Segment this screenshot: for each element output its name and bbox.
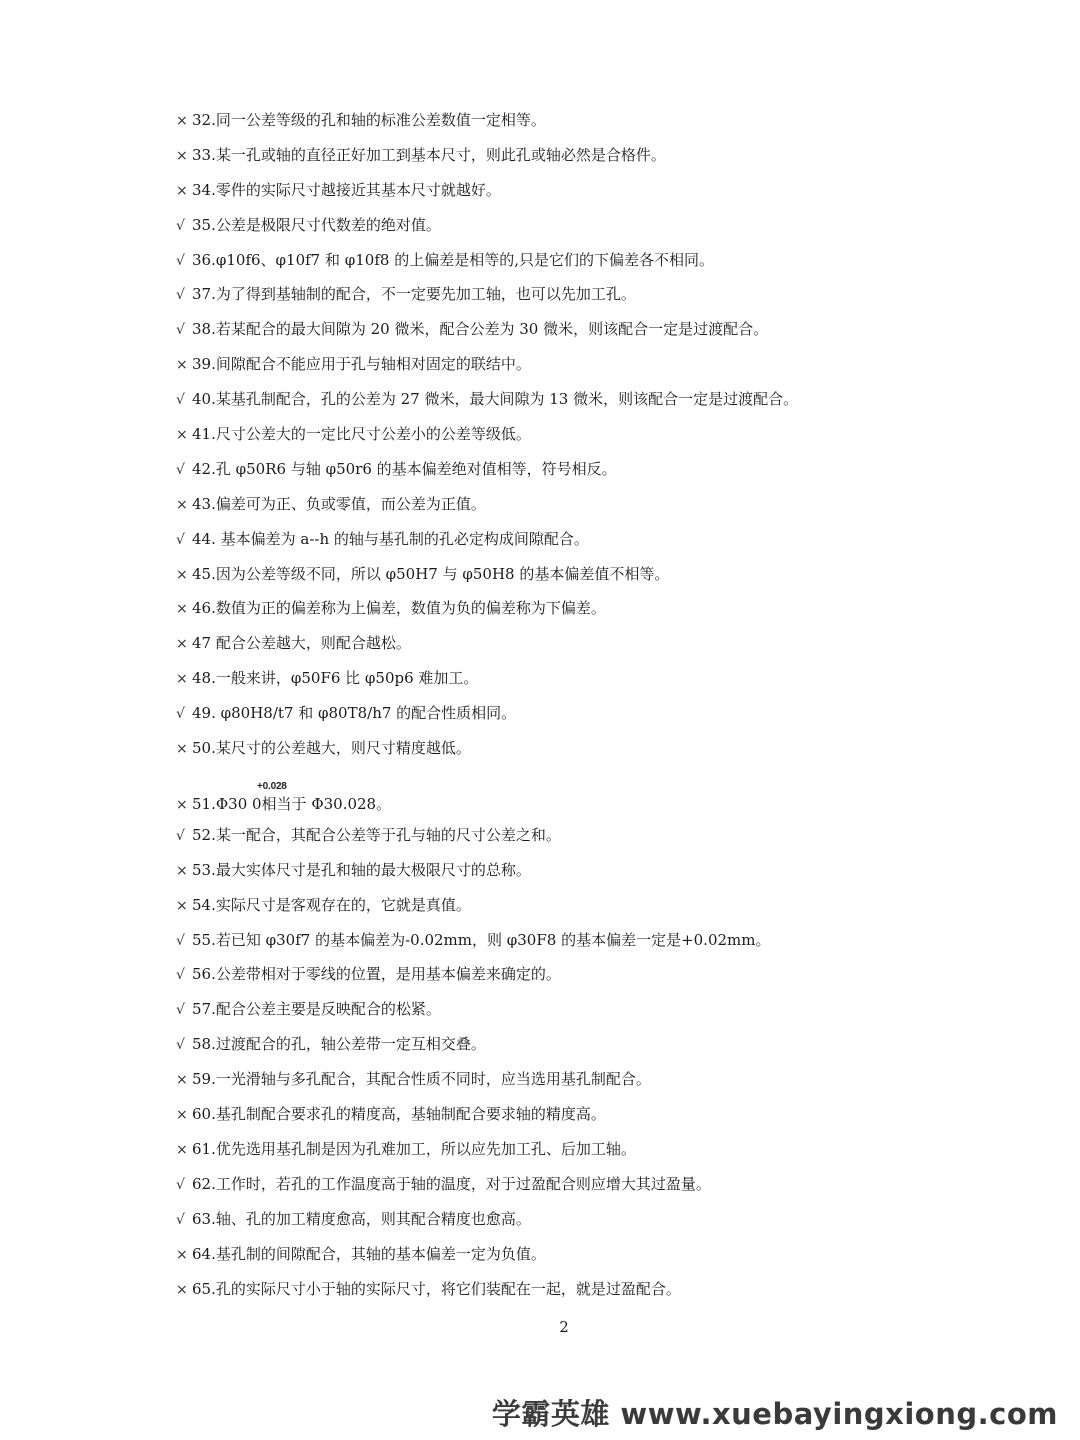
- question-item: [176, 1242, 1036, 1277]
- cross-mark-icon: ×: [176, 357, 188, 374]
- cross-mark-icon: ×: [176, 1281, 188, 1298]
- cross-mark-icon: ×: [176, 671, 188, 688]
- question-text: 35.公差是极限尺寸代数差的绝对值。: [192, 215, 441, 234]
- question-item: [176, 178, 1036, 213]
- question-item: [176, 317, 1036, 352]
- question-text: 41.尺寸公差大的一定比尺寸公差小的公差等级低。: [192, 425, 531, 444]
- check-mark-icon: √: [176, 827, 185, 844]
- question-text: 43.偏差可为正、负或零值，而公差为正值。: [192, 494, 486, 513]
- question-text: 32.同一公差等级的孔和轴的标准公差数值一定相等。: [192, 111, 546, 129]
- question-item: [176, 248, 1036, 283]
- question-text: 34.零件的实际尺寸越接近其基本尺寸就越好。: [192, 180, 501, 199]
- check-mark-icon: √: [176, 531, 185, 548]
- question-item: [176, 457, 1036, 492]
- cross-mark-icon: ×: [176, 182, 188, 199]
- question-item: [176, 1102, 1036, 1137]
- cross-mark-icon: ×: [176, 741, 188, 758]
- check-mark-icon: √: [176, 461, 185, 478]
- question-item: [176, 213, 1036, 248]
- check-mark-icon: √: [176, 967, 185, 984]
- question-item: [176, 1207, 1036, 1242]
- question-item: [176, 596, 1036, 631]
- question-item: [176, 631, 1036, 666]
- cross-mark-icon: ×: [176, 601, 188, 618]
- question-item: [176, 282, 1036, 317]
- question-text: 62.工作时，若孔的工作温度高于轴的温度，对于过盈配合则应增大其过盈量。: [192, 1174, 711, 1193]
- question-text: 42.孔 φ50R6 与轴 φ50r6 的基本偏差绝对值相等，符号相反。: [192, 459, 617, 478]
- question-text: 51.Φ30 0相当于 Φ30.028。: [192, 794, 392, 813]
- question-item: [176, 736, 1036, 771]
- cross-mark-icon: ×: [176, 1107, 188, 1124]
- question-text: 33.某一孔或轴的直径正好加工到基本尺寸，则此孔或轴必然是合格件。: [192, 145, 666, 164]
- page-number: 2: [559, 1318, 569, 1336]
- question-item: [176, 928, 1036, 963]
- cross-mark-icon: ×: [176, 636, 188, 653]
- question-text: 36.φ10f6、φ10f7 和 φ10f8 的上偏差是相等的,只是它们的下偏差各不相同。: [192, 250, 714, 269]
- cross-mark-icon: ×: [176, 796, 188, 813]
- check-mark-icon: √: [176, 392, 185, 409]
- question-item: [176, 492, 1036, 527]
- question-text: 48.一般来讲，φ50F6 比 φ50p6 难加工。: [192, 669, 479, 688]
- question-text: 52.某一配合，其配合公差等于孔与轴的尺寸公差之和。: [192, 825, 561, 844]
- check-mark-icon: √: [176, 1002, 185, 1019]
- check-mark-icon: √: [176, 1211, 185, 1228]
- question-item: [176, 1067, 1036, 1102]
- question-item: [176, 1277, 1036, 1312]
- question-item: [176, 352, 1036, 387]
- question-text: 53.最大实体尺寸是孔和轴的最大极限尺寸的总称。: [192, 860, 531, 879]
- cross-mark-icon: ×: [176, 427, 188, 444]
- question-item: [176, 1137, 1036, 1172]
- cross-mark-icon: ×: [176, 862, 188, 879]
- question-text: 47 配合公差越大，则配合越松。: [192, 634, 411, 653]
- cross-mark-icon: ×: [176, 1072, 188, 1089]
- question-list: [176, 108, 1036, 1311]
- question-text: 63.轴、孔的加工精度愈高，则其配合精度也愈高。: [192, 1209, 531, 1228]
- question-text: 39.间隙配合不能应用于孔与轴相对固定的联结中。: [192, 355, 531, 374]
- check-mark-icon: √: [176, 252, 185, 269]
- question-item: [176, 771, 1036, 823]
- question-text: 45.因为公差等级不同，所以 φ50H7 与 φ50H8 的基本偏差值不相等。: [192, 564, 670, 583]
- question-text: 38.若某配合的最大间隙为 20 微米，配合公差为 30 微米，则该配合一定是过渡配合。: [192, 320, 769, 339]
- question-text: 49. φ80H8/t7 和 φ80T8/h7 的配合性质相同。: [192, 704, 517, 723]
- question-text: 58.过渡配合的孔，轴公差带一定互相交叠。: [192, 1035, 486, 1054]
- question-item: [176, 527, 1036, 562]
- check-mark-icon: √: [176, 1037, 185, 1054]
- question-item: [176, 562, 1036, 597]
- question-text: 60.基孔制配合要求孔的精度高，基轴制配合要求轴的精度高。: [192, 1105, 606, 1124]
- question-text: 61.优先选用基孔制是因为孔难加工，所以应先加工孔、后加工轴。: [192, 1139, 636, 1158]
- question-item: [176, 422, 1036, 457]
- question-item: [176, 701, 1036, 736]
- question-item: [176, 962, 1036, 997]
- question-text: 37.为了得到基轴制的配合，不一定要先加工轴，也可以先加工孔。: [192, 285, 636, 304]
- cross-mark-icon: ×: [176, 496, 188, 513]
- question-text: 46.数值为正的偏差称为上偏差，数值为负的偏差称为下偏差。: [192, 599, 606, 618]
- cross-mark-icon: ×: [176, 1141, 188, 1158]
- question-text: 57.配合公差主要是反映配合的松紧。: [192, 1000, 441, 1019]
- question-item: [176, 666, 1036, 701]
- question-item: [176, 1172, 1036, 1207]
- check-mark-icon: √: [176, 1176, 185, 1193]
- question-item: [176, 108, 1036, 143]
- check-mark-icon: √: [176, 287, 185, 304]
- question-item: [176, 997, 1036, 1032]
- check-mark-icon: √: [176, 932, 185, 949]
- question-text: 44. 基本偏差为 a--h 的轴与基孔制的孔必定构成间隙配合。: [192, 529, 589, 548]
- question-text: 65.孔的实际尺寸小于轴的实际尺寸，将它们装配在一起，就是过盈配合。: [192, 1279, 681, 1298]
- question-text: 64.基孔制的间隙配合，其轴的基本偏差一定为负值。: [192, 1244, 546, 1263]
- check-mark-icon: √: [176, 706, 185, 723]
- question-item: [176, 387, 1036, 422]
- cross-mark-icon: ×: [176, 1246, 188, 1263]
- cross-mark-icon: ×: [176, 113, 188, 129]
- question-item: [176, 858, 1036, 893]
- question-text: 59.一光滑轴与多孔配合，其配合性质不同时，应当选用基孔制配合。: [192, 1070, 651, 1089]
- cross-mark-icon: ×: [176, 897, 188, 914]
- cross-mark-icon: ×: [176, 147, 188, 164]
- check-mark-icon: √: [176, 322, 185, 339]
- question-item: [176, 143, 1036, 178]
- question-text: 54.实际尺寸是客观存在的，它就是真值。: [192, 895, 471, 914]
- cross-mark-icon: ×: [176, 566, 188, 583]
- question-item: [176, 1032, 1036, 1067]
- question-text: 50.某尺寸的公差越大，则尺寸精度越低。: [192, 739, 471, 758]
- question-text: 40.某基孔制配合，孔的公差为 27 微米，最大间隙为 13 微米，则该配合一定是过渡配合。: [192, 390, 799, 409]
- site-watermark: 学霸英雄 www.xuebayingxiong.com: [491, 1397, 1058, 1431]
- question-item: [176, 893, 1036, 928]
- question-text: 56.公差带相对于零线的位置，是用基本偏差来确定的。: [192, 965, 561, 984]
- question-text: 55.若已知 φ30f7 的基本偏差为-0.02mm，则 φ30F8 的基本偏差一定是+0.02mm。: [192, 930, 771, 949]
- check-mark-icon: √: [176, 217, 185, 234]
- question-item: [176, 823, 1036, 858]
- tolerance-superscript: +0.028: [257, 780, 287, 792]
